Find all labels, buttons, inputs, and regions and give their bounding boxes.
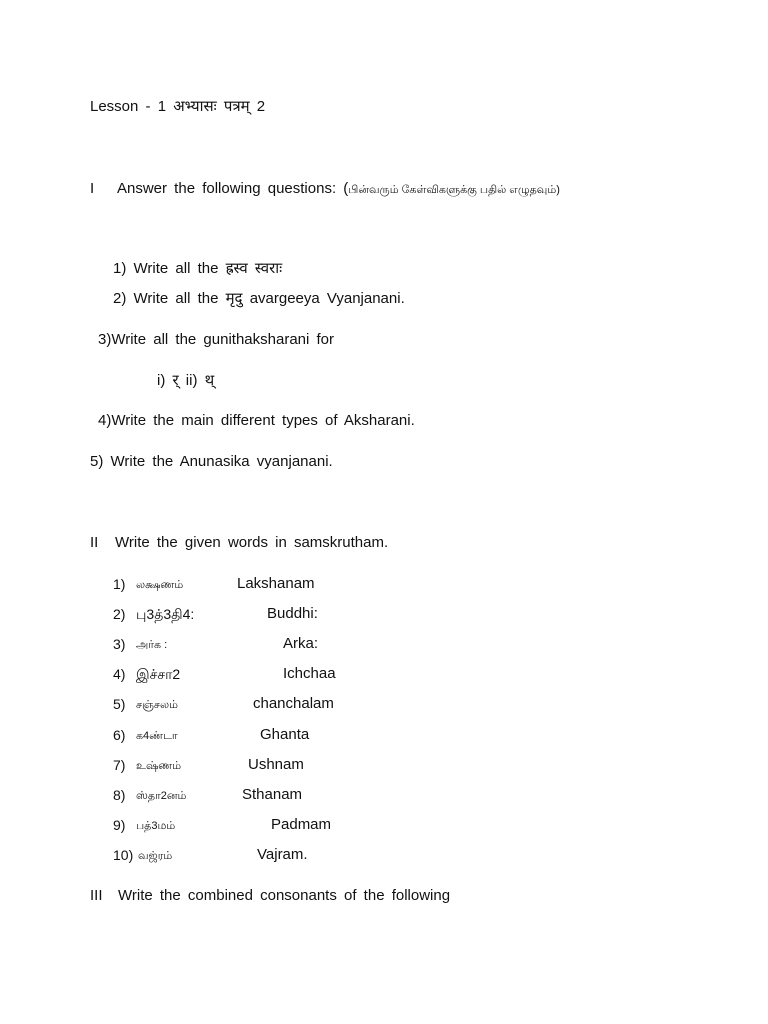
word-item-5-tamil: சஞ்சலம் [136,699,178,711]
section-3-heading: Write the combined consonants of the following [118,887,451,904]
word-item-9-english: Padmam [271,816,332,833]
word-item-6-tamil: க4ண்டா [136,730,178,742]
section-1-numeral: I [90,180,95,197]
section-1-heading [117,179,560,200]
section-3-numeral: III [90,887,103,904]
word-item-2-english: Buddhi: [267,605,318,622]
question-3-subitems: i) र् ii) थ् [157,372,215,389]
page-title: Lesson - 1 अभ्यासः पत्रम् 2 [90,98,266,115]
word-item-7-tamil: உஷ்ணம் [136,760,182,772]
word-item-4-english: Ichchaa [283,665,336,682]
word-item-8-english: Sthanam [242,786,303,803]
word-item-10-number: 10) [113,847,134,863]
word-item-8-tamil: ஸ்தா2னம் [136,790,187,802]
word-item-5-english: chanchalam [253,695,334,712]
word-item-4-tamil: இச்சா2 [136,666,181,682]
section-2-heading: Write the given words in samskrutham. [115,534,389,551]
question-4: 4)Write the main different types of Aksharani. [98,412,415,429]
question-1: 1) Write all the ह्रस्व स्वराः [113,260,283,277]
word-item-2-number: 2) [113,606,126,622]
word-item-6-english: Ghanta [260,726,310,743]
word-item-1-number: 1) [113,576,126,592]
word-item-8-number: 8) [113,787,126,803]
word-item-2-tamil: பு3த்3தி4: [136,606,195,622]
word-item-9-tamil: பத்3மம் [136,820,176,832]
word-item-7-english: Ushnam [248,756,304,773]
word-item-10-english: Vajram. [257,846,308,863]
word-item-1-tamil: லக்ஷணம் [136,579,184,591]
word-item-1-english: Lakshanam [237,575,315,592]
word-item-6-number: 6) [113,727,126,743]
question-5: 5) Write the Anunasika vyanjanani. [90,453,333,470]
word-item-3-number: 3) [113,636,126,652]
word-item-9-number: 9) [113,817,126,833]
question-2: 2) Write all the मृदु avargeeya Vyanjanani. [113,290,405,307]
word-item-7-number: 7) [113,757,126,773]
word-item-3-english: Arka: [283,635,319,652]
section-1-heading-english: Answer the following questions: ( [117,180,349,197]
word-item-10-tamil: வஜ்ரம் [138,850,173,862]
section-2-numeral: II [90,534,99,551]
word-item-5-number: 5) [113,696,126,712]
word-item-4-number: 4) [113,666,126,682]
question-3: 3)Write all the gunithaksharani for [98,331,335,348]
section-1-heading-tamil: பின்வரும் கேள்விகளுக்கு பதில் எழுதவும்) [348,184,560,196]
word-item-3-tamil: அர்க : [136,639,168,651]
